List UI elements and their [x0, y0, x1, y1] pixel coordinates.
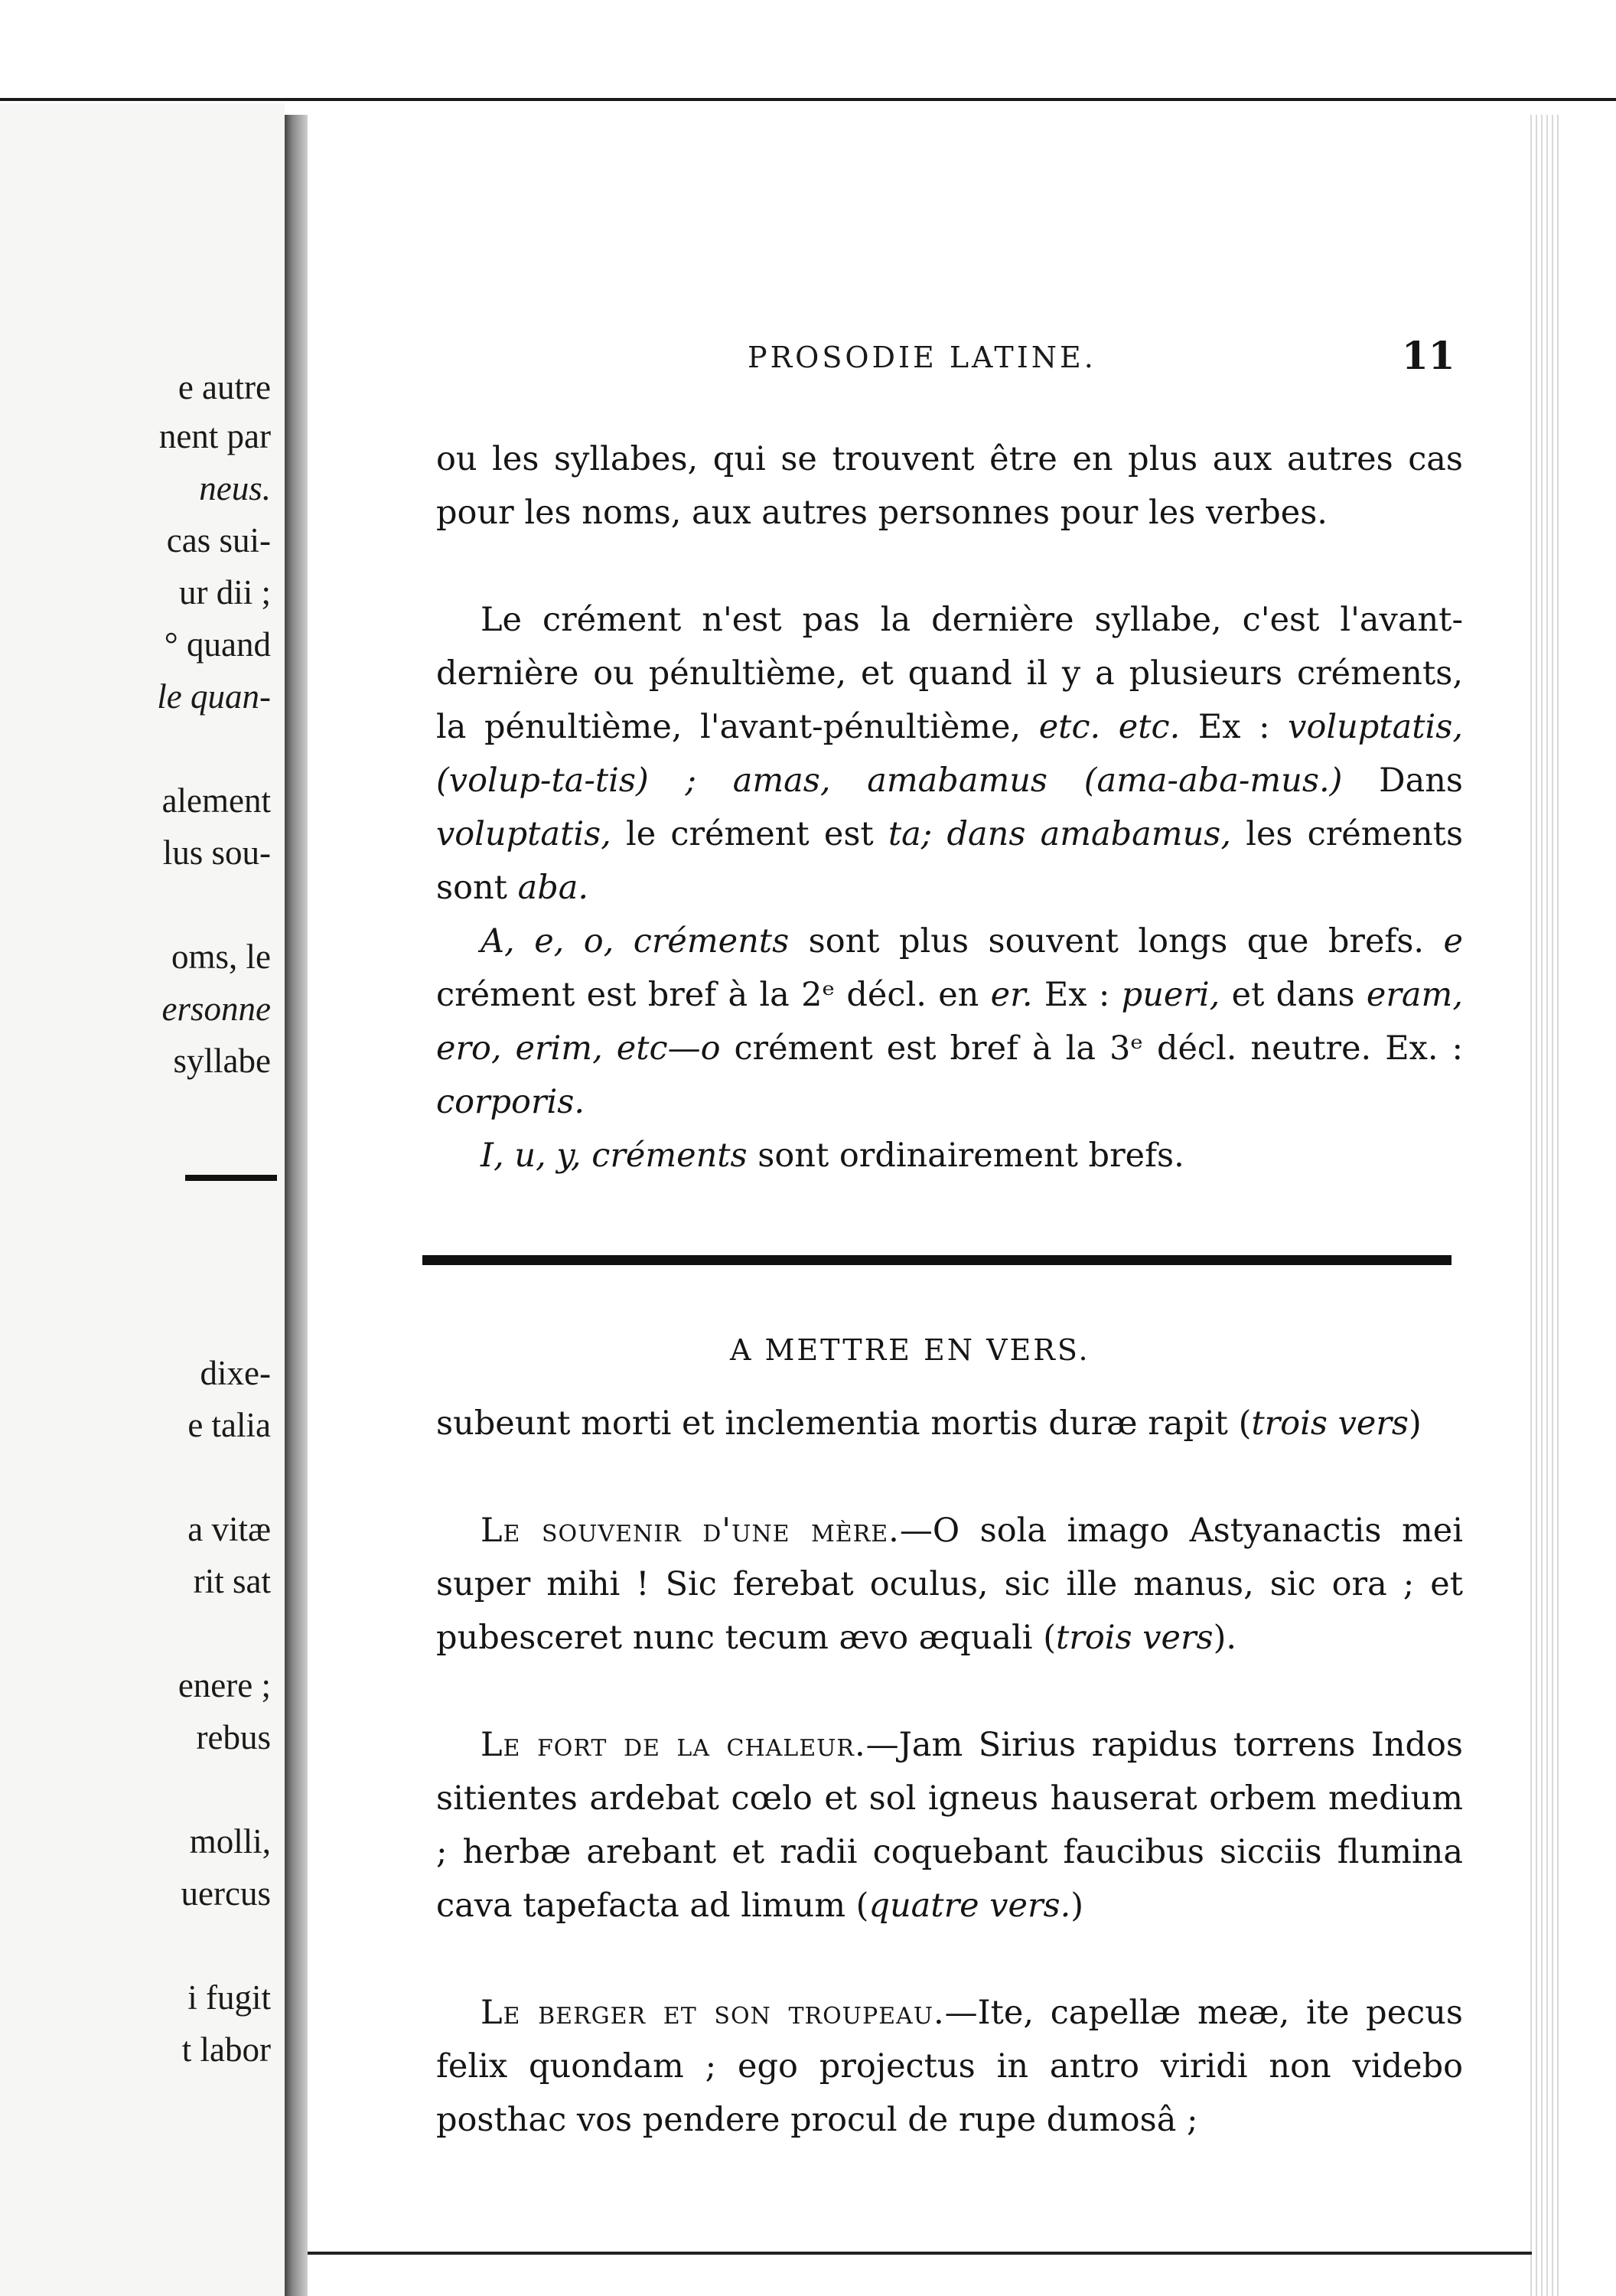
paragraph-crement-definition	[436, 593, 1463, 915]
italic-run: trois vers	[1056, 1619, 1214, 1657]
exercise-souvenir-mere	[436, 1504, 1463, 1665]
text-run: —Ite, capellæ meæ, ite pecus felix quondam ; ego projectus in antro viridi non videbo posthac vos pendere procul de rupe dumosâ ;	[436, 1994, 1463, 2139]
left-line-fragment: cas sui-	[166, 521, 271, 559]
italic-run: corporis.	[436, 1083, 585, 1121]
italic-run: aba.	[517, 869, 589, 907]
italic-run: etc. etc.	[1038, 708, 1181, 746]
italic-run: voluptatis,	[436, 815, 611, 853]
left-line-fragment: lus sou-	[162, 833, 271, 872]
left-line-fragment: dixe-	[200, 1354, 271, 1392]
exercise-berger-troupeau	[436, 1986, 1463, 2147]
left-line-fragment: uercus	[181, 1874, 271, 1913]
italic-run: I, u, y, créments	[481, 1137, 748, 1175]
text-run: et dans	[1220, 976, 1367, 1014]
italic-run: trois vers	[1251, 1404, 1409, 1443]
text-run: Ex :	[1180, 708, 1289, 746]
scan-top-border	[0, 98, 1616, 101]
italic-run: voluptatis, (volup-ta-tis) ; amas, amabamus (ama-aba-mus.)	[436, 708, 1463, 800]
scan-bottom-border	[308, 2252, 1532, 2255]
text-run: les créments sont	[436, 815, 1464, 907]
section-rule	[422, 1255, 1451, 1265]
italic-run: e	[1443, 922, 1463, 960]
previous-page-fragment	[0, 103, 285, 2296]
text-run: subeunt morti et inclementia mortis duræ rapit (	[436, 1404, 1252, 1443]
left-rule	[185, 1175, 277, 1181]
text-run: Ex :	[1032, 976, 1122, 1014]
text-run: Dans	[1342, 762, 1463, 800]
italic-run: ta; dans amabamus,	[888, 815, 1232, 853]
italic-run: eram, ero, erim, etc	[436, 976, 1464, 1068]
left-line-fragment: t labor	[181, 2030, 271, 2069]
text-run: —O sola imago Astyanactis mei super mihi ! Sic ferebat oculus, sic ille manus, sic ora ; et pubesceret nunc tecum ævo æquali (	[436, 1512, 1463, 1657]
left-line-fragment: ersonne	[161, 990, 271, 1028]
book-gutter	[285, 115, 308, 2296]
text-run: le crément est	[611, 815, 888, 853]
left-line-fragment: rit sat	[193, 1562, 271, 1600]
italic-run: pueri,	[1121, 976, 1220, 1014]
section-title: A METTRE EN VERS.	[730, 1333, 1090, 1367]
text-run: crément est bref à la 2ᵉ décl. en	[436, 976, 991, 1014]
running-head: PROSODIE LATINE.	[748, 341, 1096, 374]
left-line-fragment: nent par	[158, 417, 271, 455]
exercise-heading: Le fort de la chaleur.	[481, 1726, 866, 1764]
left-line-fragment: i fugit	[187, 1978, 271, 2017]
exercise-heading: Le berger et son troupeau.	[481, 1994, 945, 2032]
text-run: ).	[1213, 1619, 1237, 1657]
left-line-fragment: e autre	[178, 368, 271, 406]
page-edge	[1530, 115, 1561, 2296]
page-number: 11	[1402, 333, 1455, 378]
exercise-continuation	[436, 1397, 1463, 1450]
text-run: sont plus souvent longs que brefs.	[789, 922, 1444, 960]
text-run: —Jam Sirius rapidus torrens Indos sitientes ardebat cœlo et sol igneus hauserat orbem medium ; herbæ arebant et radii coquebant faucibus sicciis flumina cava tapefacta ad limum (	[436, 1726, 1463, 1925]
left-line-fragment: enere ;	[178, 1666, 271, 1704]
book-page	[308, 115, 1530, 2250]
left-line-fragment: ° quand	[164, 625, 271, 664]
left-line-fragment: oms, le	[171, 938, 271, 976]
text-run: Le crément n'est pas la dernière syllabe, c'est l'avant-dernière ou pénultième, et quand il y a plusieurs créments, la pénultième, l'avant-pénultième,	[436, 601, 1463, 746]
italic-run: quatre vers.	[868, 1887, 1071, 1925]
text-run: —	[667, 1029, 701, 1068]
paragraph-aeo-crements	[436, 915, 1463, 1129]
text-run: sont ordinairement brefs.	[747, 1137, 1184, 1175]
left-line-fragment: e talia	[187, 1406, 271, 1444]
left-line-fragment: alement	[161, 781, 271, 820]
left-line-fragment: molli,	[189, 1822, 271, 1861]
left-line-fragment: a vitæ	[187, 1510, 271, 1548]
italic-run: er.	[990, 976, 1033, 1014]
paragraph-syllables	[436, 432, 1463, 540]
italic-run: A, e, o, créments	[481, 922, 790, 960]
exercise-fort-chaleur	[436, 1718, 1463, 1932]
left-line-fragment: ur dii ;	[179, 573, 271, 612]
text-run: crément est bref à la 3ᵉ décl. neutre. Ex. :	[720, 1029, 1464, 1068]
left-line-fragment: le quan-	[157, 677, 271, 716]
text-run: )	[1070, 1887, 1084, 1925]
italic-run: o	[700, 1029, 721, 1068]
paragraph-iuy-crements	[436, 1129, 1463, 1182]
left-line-fragment: rebus	[196, 1718, 271, 1756]
text-run: )	[1408, 1404, 1422, 1443]
exercise-heading: Le souvenir d'une mère.	[481, 1512, 900, 1550]
left-line-fragment: syllabe	[173, 1042, 271, 1080]
text-run: ou les syllabes, qui se trouvent être en plus aux autres cas pour les noms, aux autres personnes pour les verbes.	[436, 440, 1463, 532]
left-line-fragment: neus.	[199, 469, 271, 507]
